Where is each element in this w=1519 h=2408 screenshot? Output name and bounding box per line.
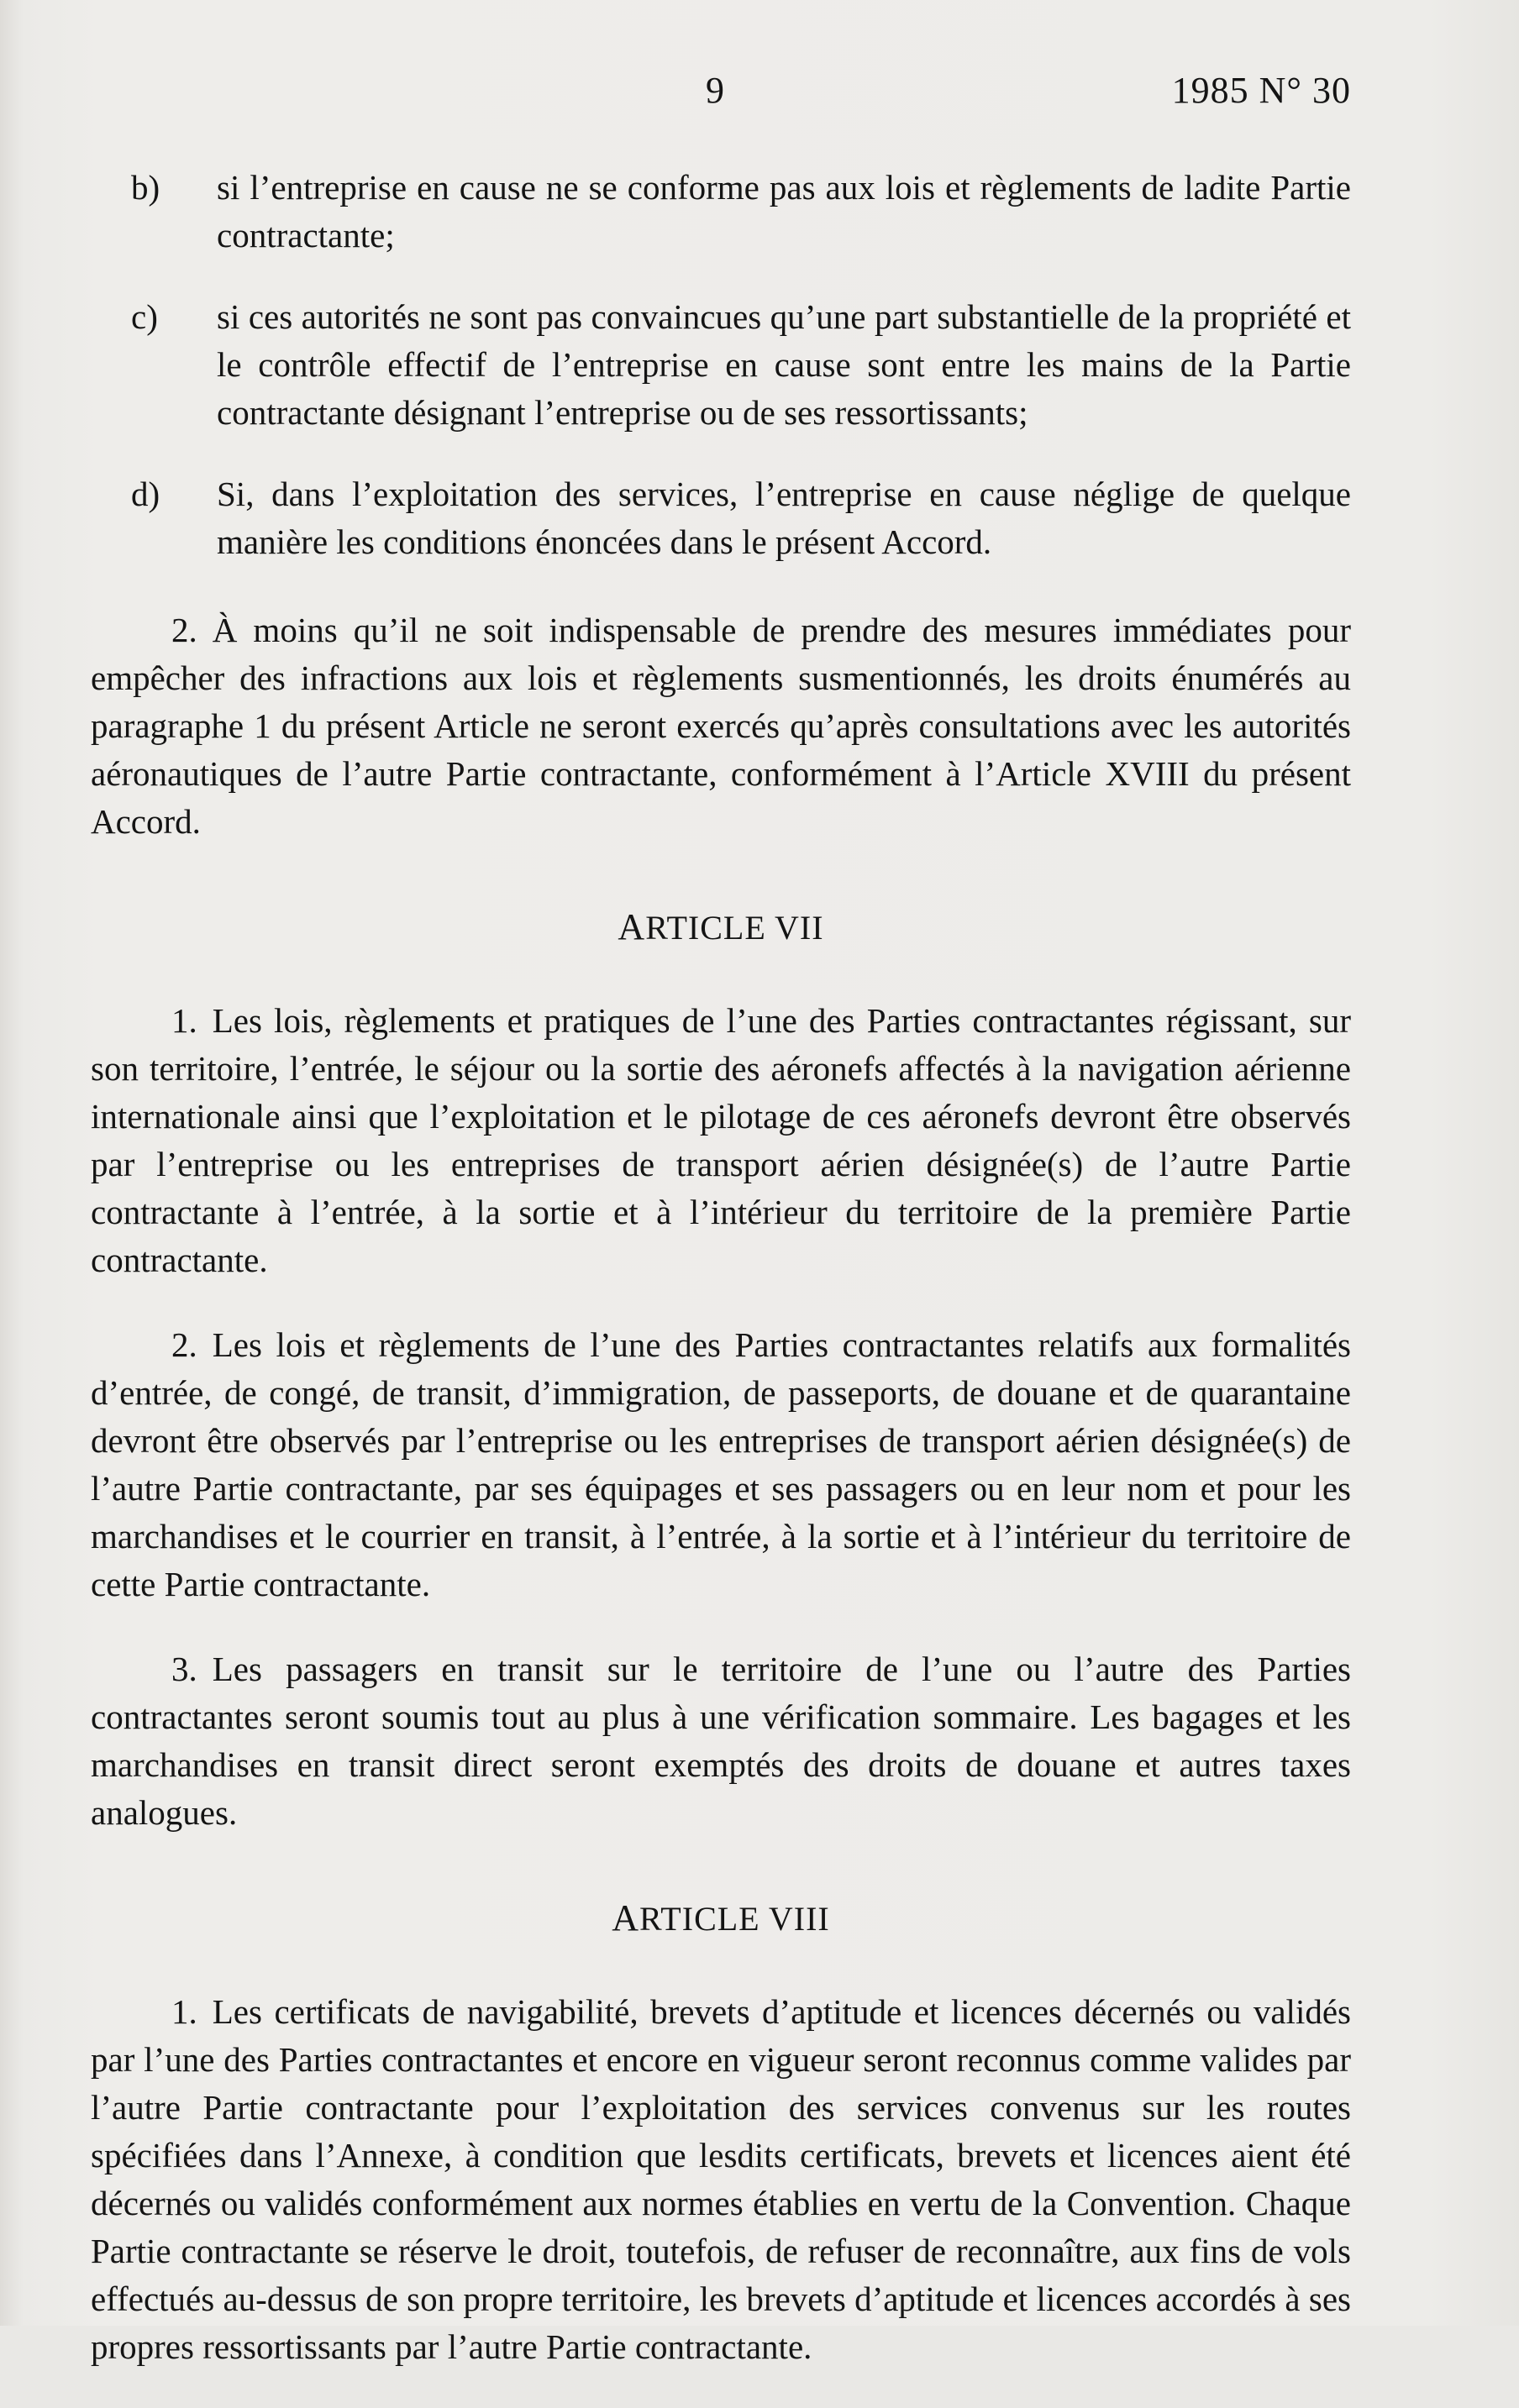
paragraph-text: Les lois, règlements et pratiques de l’une des Parties contractantes régissant, sur son territoire, l’entrée, le séjour ou la sortie des aéronefs affectés à la navigation aérienne internationale ainsi que l’exploitation et le pilotage de ces aéronefs devront être observés par l’entreprise ou les entreprises de transport aérien désignée(s) de l’autre Partie contractante à l’entrée, à la sortie et à l’intérieur du territoire de la première Partie contractante.	[91, 1001, 1351, 1279]
article-heading-viii	[91, 1894, 1351, 1943]
paragraph-number: 1.	[171, 1001, 197, 1040]
heading-rest: RTICLE VII	[645, 909, 824, 947]
item-label: d)	[131, 475, 160, 513]
paragraph	[91, 606, 1351, 846]
item-text: si l’entreprise en cause ne se conforme pas aux lois et règlements de ladite Partie contractante;	[217, 168, 1351, 254]
list-item	[91, 164, 1351, 260]
paragraph-number: 1.	[171, 1992, 197, 2031]
heading-initial: A	[618, 906, 646, 947]
list-item	[91, 293, 1351, 437]
item-label: b)	[131, 168, 160, 207]
paragraph	[91, 1321, 1351, 1608]
article-heading-vii	[91, 903, 1351, 952]
page-content	[91, 164, 1351, 2408]
heading-initial: A	[612, 1897, 640, 1938]
page-header	[0, 69, 1519, 119]
item-label: c)	[131, 297, 158, 336]
paragraph-text: Les certificats de navigabilité, brevets d’aptitude et licences décernés ou validés par l’une des Parties contractantes et encore en vigueur seront reconnus comme valides par l’autre Partie contractante pour l’exploitation des services convenus sur les routes spécifiées dans l’Annexe, à condition que lesdits certificats, brevets et licences aient été décernés ou validés conformément aux normes établies en vertu de la Convention. Chaque Partie contractante se réserve le droit, toutefois, de refuser de reconnaître, aux fins de vols effectués au-dessus de son propre territoire, les brevets d’aptitude et licences accordés à ses propres ressortissants par l’autre Partie contractante.	[91, 1992, 1351, 2366]
list-item	[91, 470, 1351, 566]
item-text: si ces autorités ne sont pas convaincues qu’une part substantielle de la propriété et le contrôle effectif de l’entreprise en cause sont entre les mains de la Partie contractante désignant l’entreprise ou de ses ressortissants;	[217, 297, 1351, 432]
paragraph-text: À moins qu’il ne soit indispensable de prendre des mesures immédiates pour empêcher des infractions aux lois et règlements susmentionnés, les droits énumérés au paragraphe 1 du présent Article ne seront exercés qu’après consultations avec les autorités aéronautiques de l’autre Partie contractante, conformément à l’Article XVIII du présent Accord.	[91, 611, 1351, 841]
page-number: 9	[706, 70, 724, 111]
paragraph-number: 2.	[171, 611, 197, 649]
item-text: Si, dans l’exploitation des services, l’entreprise en cause néglige de quelque manière les conditions énoncées dans le présent Accord.	[217, 475, 1351, 561]
heading-rest: RTICLE VIII	[639, 1900, 830, 1938]
paragraph	[91, 997, 1351, 1284]
paragraph-text: Les lois et règlements de l’une des Parties contractantes relatifs aux formalités d’entrée, de congé, de transit, d’immigration, de passeports, de douane et de quarantaine devront être observés par l’entreprise ou les entreprises de transport aérien désignée(s) de l’autre Partie contractante, par ses équipages et ses passagers ou en leur nom et pour les marchandises et le courrier en transit, à l’entrée, à la sortie et à l’intérieur du territoire de cette Partie contractante.	[91, 1325, 1351, 1603]
paragraph-number: 2.	[171, 1325, 197, 1364]
paragraph-text: Les passagers en transit sur le territoire de l’une ou l’autre des Parties contractantes seront soumis tout au plus à une vérification sommaire. Les bagages et les marchandises en transit direct seront exemptés des droits de douane et autres taxes analogues.	[91, 1650, 1351, 1832]
paragraph-number: 3.	[171, 1650, 197, 1688]
document-reference: 1985 N° 30	[1171, 70, 1351, 111]
paragraph	[91, 1645, 1351, 1837]
paragraph	[91, 1988, 1351, 2371]
